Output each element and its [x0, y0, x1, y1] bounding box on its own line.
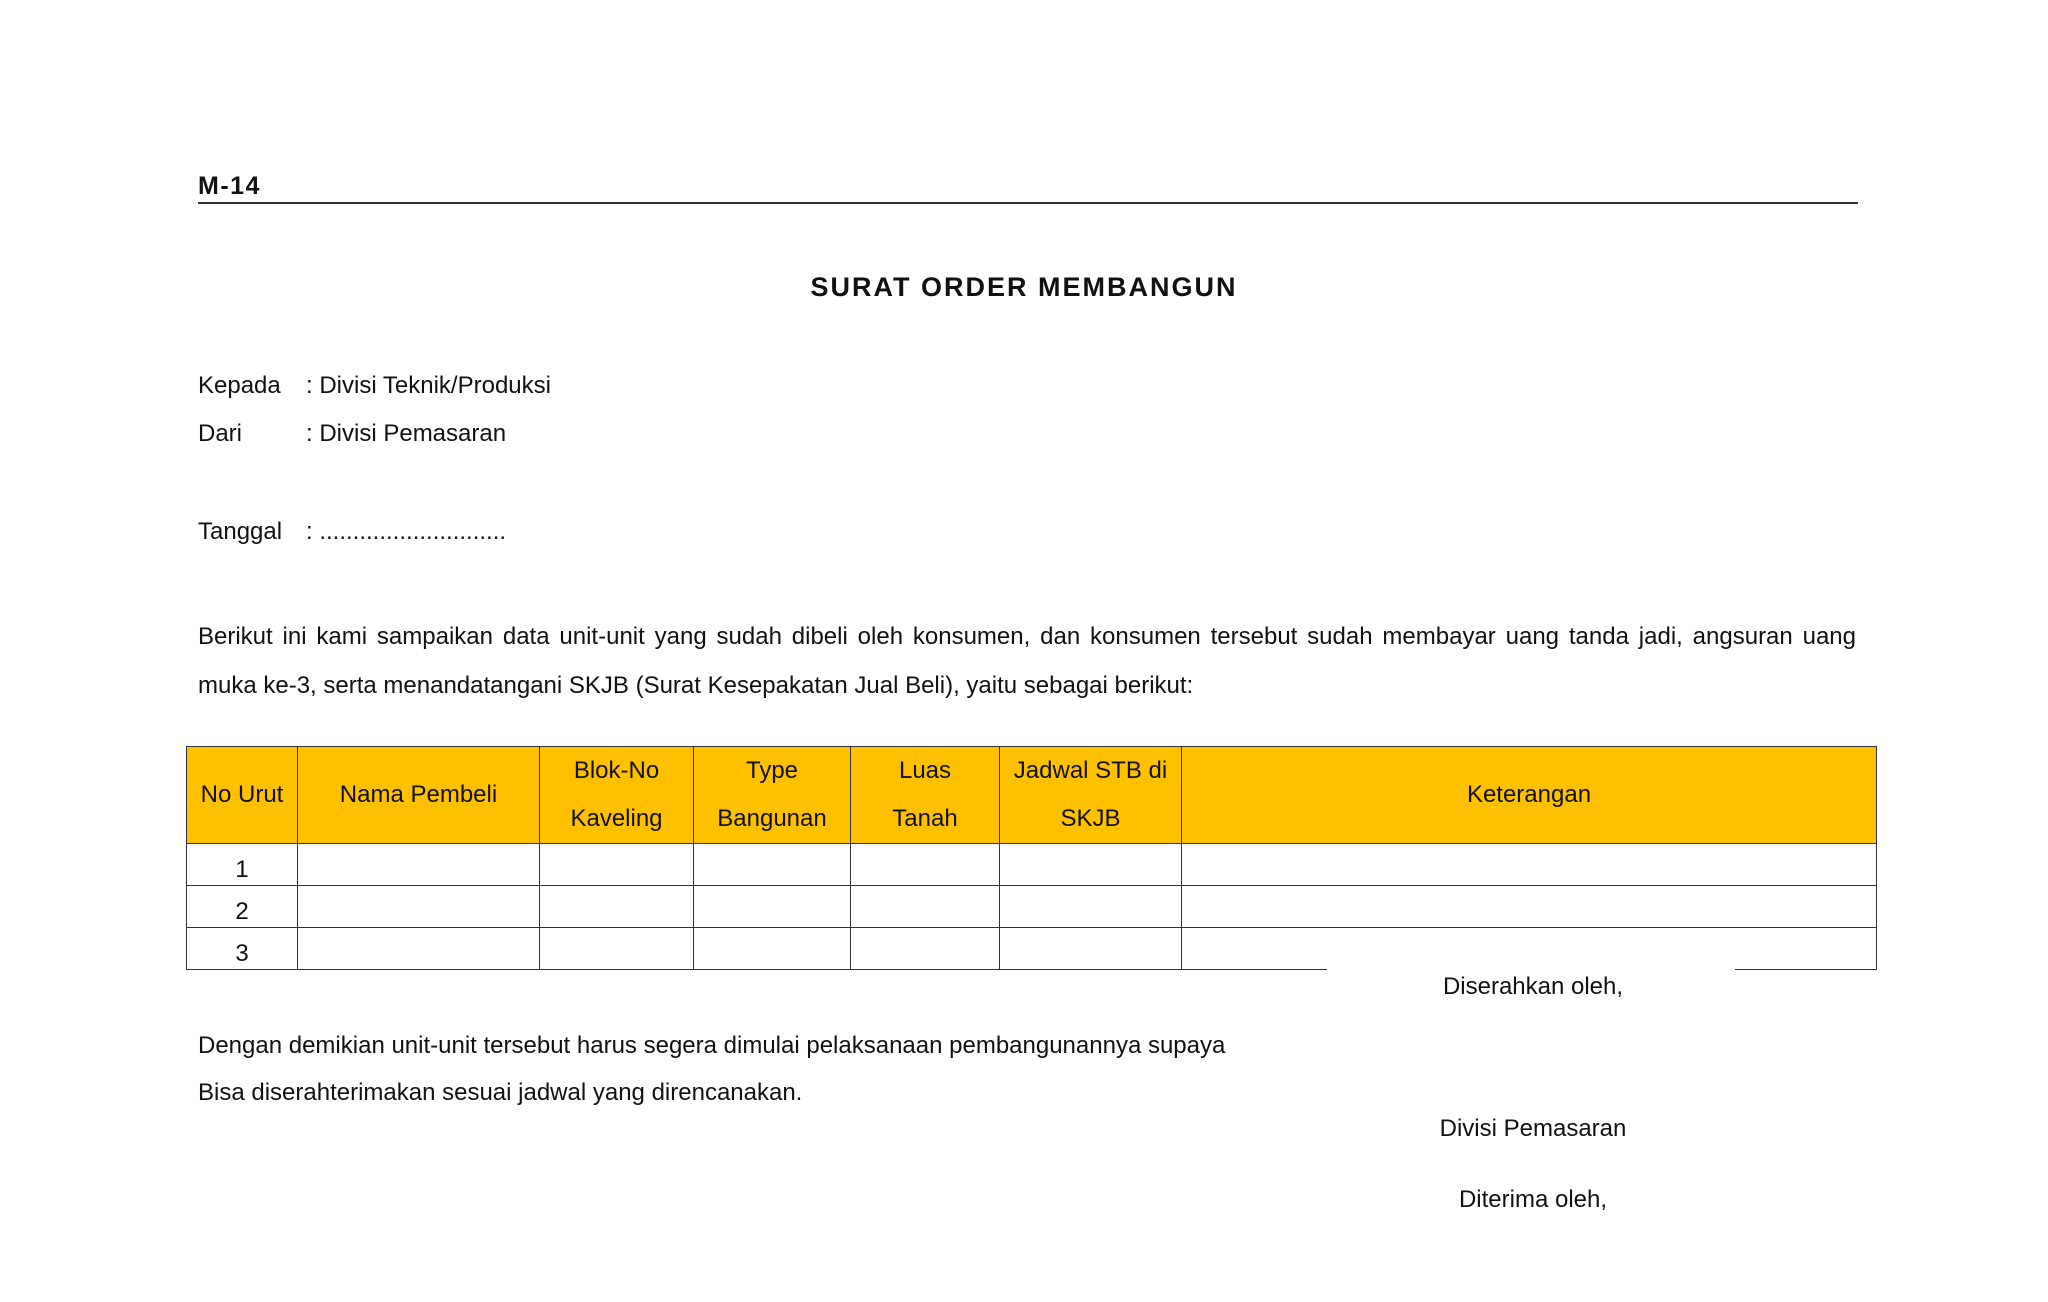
cell-jadwal: [1000, 928, 1182, 970]
diterima-label: Diterima oleh,: [1458, 1186, 1608, 1213]
cell-luas: [851, 886, 1000, 928]
closing-text: [198, 1022, 1225, 1116]
field-dari: [198, 420, 506, 448]
field-tanggal: [198, 518, 506, 546]
cell-type: [694, 928, 851, 970]
field-dari-label: Dari: [198, 420, 243, 447]
header-jadwal-stb: [1000, 747, 1182, 844]
field-kepada-label: Kepada: [198, 372, 281, 399]
row-no: 3: [187, 928, 298, 970]
cell-nama-pembeli: [298, 928, 540, 970]
table-header-row: [187, 747, 1877, 844]
header-blok-no-line2: Kaveling: [570, 805, 663, 832]
cell-blok-no: [540, 886, 694, 928]
header-jadwal-line1: Jadwal STB di: [1013, 757, 1168, 784]
header-nama-pembeli: Nama Pembeli: [298, 747, 540, 844]
cell-keterangan: [1182, 844, 1877, 886]
field-dari-value: : Divisi Pemasaran: [306, 420, 507, 447]
cell-jadwal: [1000, 886, 1182, 928]
header-no-urut: No Urut: [187, 747, 298, 844]
cell-nama-pembeli: [298, 844, 540, 886]
cell-blok-no: [540, 844, 694, 886]
diserahkan-label: Diserahkan oleh,: [1442, 973, 1624, 1000]
row-no: 2: [187, 886, 298, 928]
document-title: SURAT ORDER MEMBANGUN: [810, 272, 1238, 302]
signature-overlay: [1327, 960, 1735, 972]
field-kepada: [198, 372, 551, 400]
header-luas-line1: Luas: [898, 757, 952, 784]
header-jadwal-line2: SKJB: [1060, 805, 1121, 832]
unit-table: [186, 746, 1877, 970]
closing-line-1: Dengan demikian unit-unit tersebut harus segera dimulai pelaksanaan pembangunannya supaya: [198, 1032, 1226, 1059]
header-rule: [198, 202, 1858, 204]
field-tanggal-value: : ............................: [306, 518, 507, 545]
header-blok-no-kaveling: [540, 747, 694, 844]
field-kepada-value: : Divisi Teknik/Produksi: [306, 372, 551, 399]
cell-type: [694, 886, 851, 928]
header-type-line2: Bangunan: [717, 805, 827, 832]
cell-luas: [851, 928, 1000, 970]
header-luas-line2: Tanah: [892, 805, 958, 832]
header-luas-tanah: [851, 747, 1000, 844]
cell-jadwal: [1000, 844, 1182, 886]
cell-keterangan: [1182, 886, 1877, 928]
cell-nama-pembeli: [298, 886, 540, 928]
cell-luas: [851, 844, 1000, 886]
header-blok-no-line1: Blok-No: [573, 757, 660, 784]
intro-paragraph: Berikut ini kami sampaikan data unit-unit yang sudah dibeli oleh konsumen, dan konsumen tersebut sudah membayar uang tanda jadi, angsuran uang muka ke-3, serta menandatangani SKJB (Surat Kesepakatan Jual Beli), yaitu sebagai berikut:: [198, 623, 1856, 699]
header-type-bangunan: [694, 747, 851, 844]
divisi-pemasaran-label: Divisi Pemasaran: [1439, 1115, 1627, 1142]
document-code: M-14: [198, 172, 261, 200]
field-tanggal-label: Tanggal: [198, 518, 283, 545]
cell-type: [694, 844, 851, 886]
table-row: [187, 844, 1877, 886]
closing-line-2: Bisa diserahterimakan sesuai jadwal yang direncanakan.: [198, 1079, 803, 1106]
cell-blok-no: [540, 928, 694, 970]
row-no: 1: [187, 844, 298, 886]
header-keterangan: Keterangan: [1182, 747, 1877, 844]
header-type-line1: Type: [745, 757, 799, 784]
table-row: [187, 886, 1877, 928]
